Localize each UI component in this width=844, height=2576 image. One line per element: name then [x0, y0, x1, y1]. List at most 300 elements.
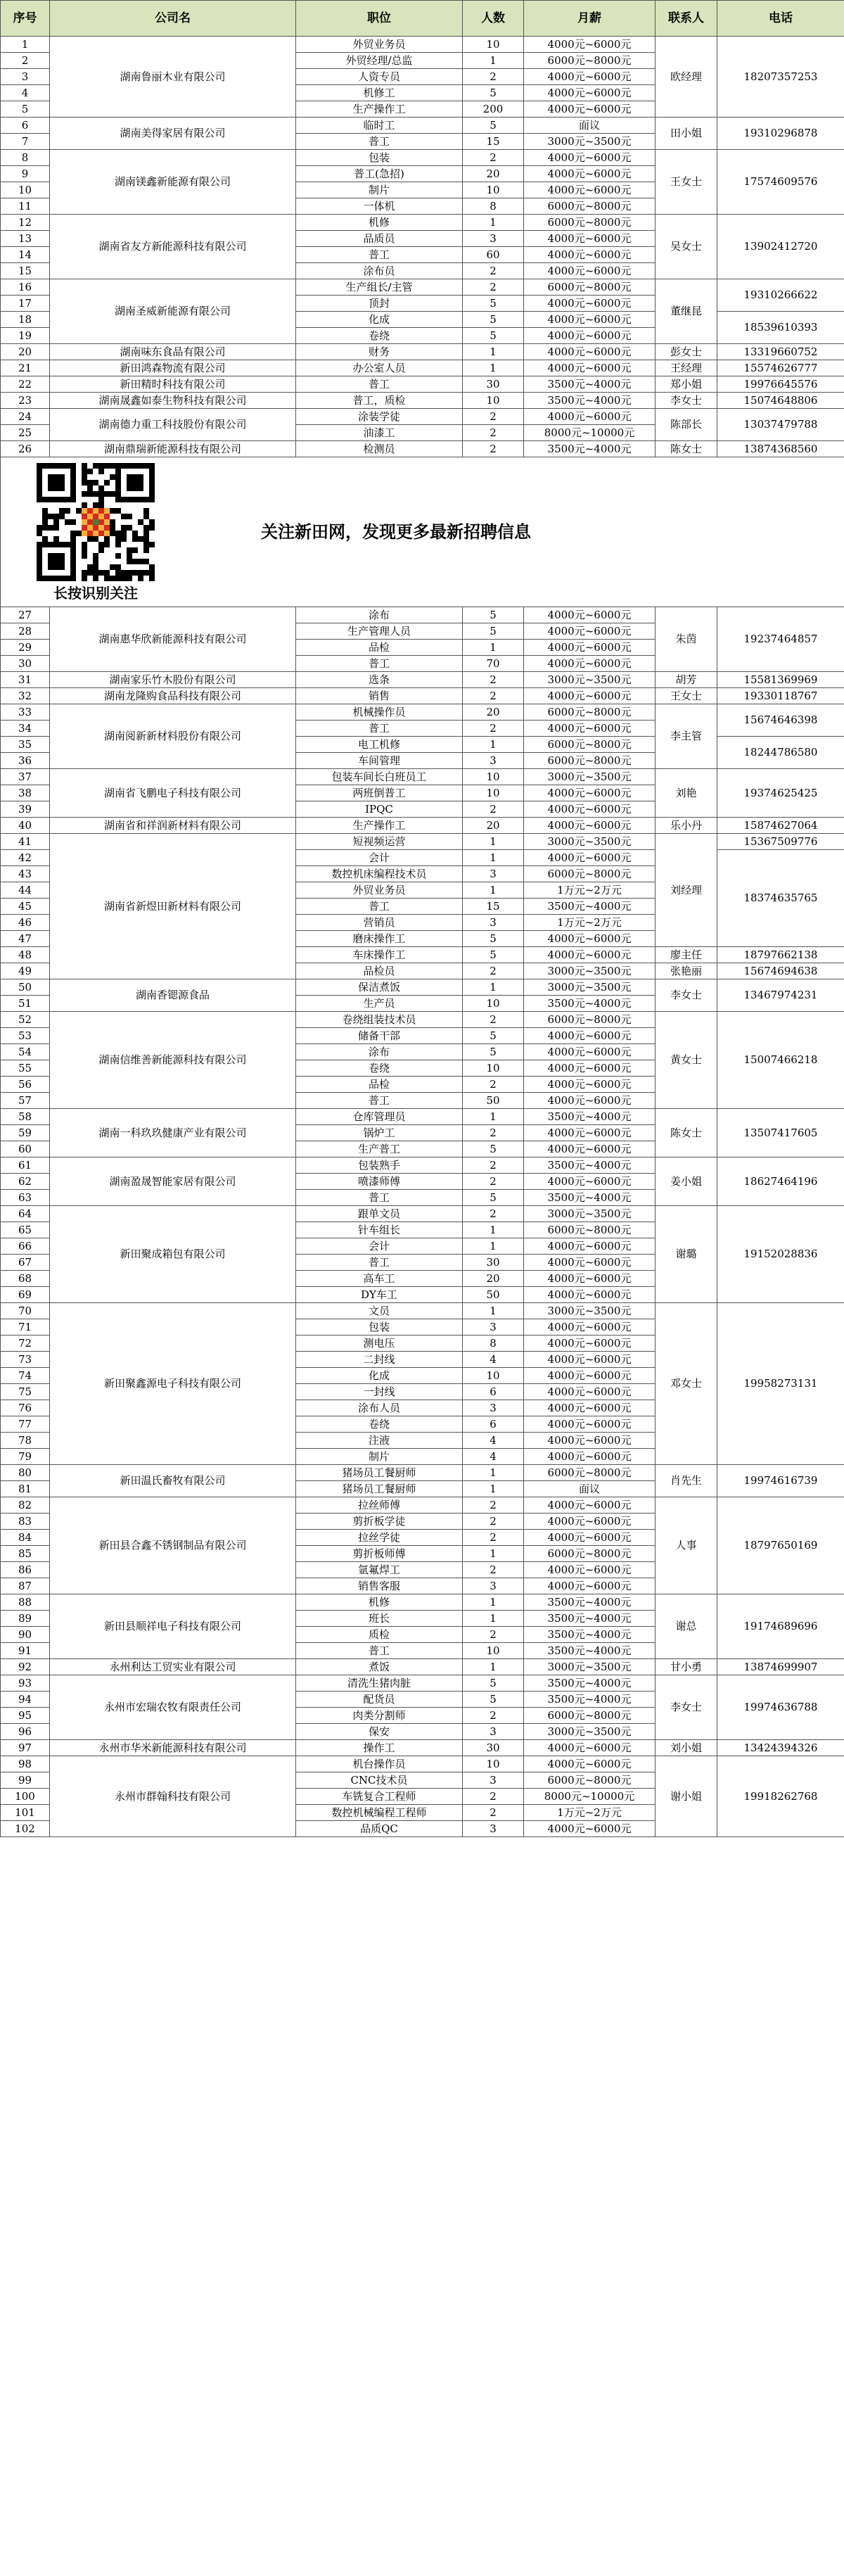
table-row [1, 979, 844, 996]
headcount: 2 [463, 409, 524, 425]
row-number: 23 [1, 393, 50, 409]
phone-number[interactable]: 19237464857 [717, 607, 844, 672]
headcount: 1 [463, 979, 524, 996]
contact-name: 陈女士 [656, 1109, 717, 1157]
headcount: 5 [463, 1044, 524, 1060]
qr-caption: 长按识别关注 [53, 585, 138, 602]
phone-number[interactable]: 19974636788 [717, 1675, 844, 1740]
headcount: 10 [463, 996, 524, 1012]
table-row [1, 1659, 844, 1675]
salary: 4000元~6000元 [524, 1416, 656, 1433]
row-number: 96 [1, 1724, 50, 1740]
position: 会计 [296, 1238, 463, 1255]
phone-number[interactable]: 15674646398 [717, 704, 844, 737]
headcount: 60 [463, 247, 524, 263]
contact-name: 姜小姐 [656, 1157, 717, 1206]
phone-number[interactable]: 13319660752 [717, 344, 844, 360]
company-name: 新田精时科技有限公司 [50, 376, 296, 393]
salary: 4000元~6000元 [524, 101, 656, 118]
row-number: 50 [1, 979, 50, 996]
salary: 4000元~6000元 [524, 1060, 656, 1077]
position: 检测员 [296, 441, 463, 457]
contact-name: 吴女士 [656, 215, 717, 279]
position: 仓库管理员 [296, 1109, 463, 1125]
table-row [1, 118, 844, 134]
row-number: 55 [1, 1060, 50, 1077]
headcount: 3 [463, 1724, 524, 1740]
phone-number[interactable]: 15581369969 [717, 672, 844, 688]
row-number: 80 [1, 1465, 50, 1481]
position: 化成 [296, 312, 463, 328]
salary: 4000元~6000元 [524, 1335, 656, 1352]
position: 销售 [296, 688, 463, 704]
headcount: 1 [463, 1611, 524, 1627]
salary: 4000元~6000元 [524, 721, 656, 737]
row-number: 31 [1, 672, 50, 688]
contact-name: 刘小姐 [656, 1740, 717, 1756]
position: 质检 [296, 1627, 463, 1643]
headcount: 10 [463, 393, 524, 409]
company-name: 湖南龙隆购食品科技有限公司 [50, 688, 296, 704]
phone-number[interactable]: 18539610393 [717, 312, 844, 344]
row-number: 48 [1, 947, 50, 963]
table-row [1, 393, 844, 409]
salary: 4000元~6000元 [524, 1174, 656, 1190]
row-number: 5 [1, 101, 50, 118]
company-name: 湖南圣威新能源有限公司 [50, 279, 296, 344]
row-number: 90 [1, 1627, 50, 1643]
row-number: 85 [1, 1546, 50, 1562]
company-name: 永州利达工贸实业有限公司 [50, 1659, 296, 1675]
position: CNC技术员 [296, 1772, 463, 1789]
headcount: 30 [463, 376, 524, 393]
table-row [1, 150, 844, 166]
position: 卷绕组装技术员 [296, 1012, 463, 1028]
position: 普工 [296, 899, 463, 915]
phone-number[interactable]: 19374625425 [717, 769, 844, 818]
header-count: 人数 [463, 1, 524, 37]
salary: 4000元~6000元 [524, 931, 656, 947]
row-number: 9 [1, 166, 50, 182]
headcount: 2 [463, 1562, 524, 1578]
phone-number[interactable]: 13874699907 [717, 1659, 844, 1675]
headcount: 10 [463, 785, 524, 801]
company-name: 新田聚成箱包有限公司 [50, 1206, 296, 1303]
table-row [1, 1157, 844, 1174]
salary: 3000元~3500元 [524, 979, 656, 996]
company-name: 湖南镁鑫新能源有限公司 [50, 150, 296, 215]
headcount: 2 [463, 1627, 524, 1643]
phone-number[interactable]: 19330118767 [717, 688, 844, 704]
headcount: 5 [463, 85, 524, 101]
headcount: 3 [463, 231, 524, 247]
company-name: 湖南省和祥润新材料有限公司 [50, 818, 296, 834]
phone-number[interactable]: 13037479788 [717, 409, 844, 441]
headcount: 10 [463, 1060, 524, 1077]
position: 普工 [296, 376, 463, 393]
headcount: 2 [463, 801, 524, 818]
position: 喷漆师傅 [296, 1174, 463, 1190]
headcount: 2 [463, 1497, 524, 1514]
row-number: 36 [1, 753, 50, 769]
position: 品检员 [296, 963, 463, 979]
contact-name: 刘艳 [656, 769, 717, 818]
phone-number[interactable]: 19174689696 [717, 1594, 844, 1659]
promo-text: 关注新田网，发现更多最新招聘信息 [261, 521, 531, 542]
salary: 6000元~8000元 [524, 279, 656, 296]
headcount: 10 [463, 769, 524, 785]
position: 生产员 [296, 996, 463, 1012]
position: 拉丝师傅 [296, 1497, 463, 1514]
table-row [1, 1594, 844, 1611]
phone-number[interactable]: 15874627064 [717, 818, 844, 834]
position: 机修 [296, 1594, 463, 1611]
row-number: 3 [1, 69, 50, 85]
phone-number[interactable]: 18374635765 [717, 850, 844, 947]
table-row [1, 360, 844, 376]
salary: 3500元~4000元 [524, 376, 656, 393]
phone-number[interactable]: 18797650169 [717, 1497, 844, 1594]
company-name: 湖南鼎瑞新能源科技有限公司 [50, 441, 296, 457]
phone-number[interactable]: 18207357253 [717, 37, 844, 118]
salary: 4000元~6000元 [524, 1497, 656, 1514]
row-number: 70 [1, 1303, 50, 1319]
row-number: 43 [1, 866, 50, 882]
headcount: 20 [463, 704, 524, 721]
phone-number[interactable]: 13424394326 [717, 1740, 844, 1756]
position: 两班倒普工 [296, 785, 463, 801]
table-row [1, 834, 844, 850]
header-phone: 电话 [717, 1, 844, 37]
table-row [1, 409, 844, 425]
position: 锅炉工 [296, 1125, 463, 1141]
phone-number[interactable]: 17574609576 [717, 150, 844, 215]
row-number: 58 [1, 1109, 50, 1125]
row-number: 100 [1, 1789, 50, 1805]
salary: 4000元~6000元 [524, 1028, 656, 1044]
position: 普工 [296, 1190, 463, 1206]
headcount: 10 [463, 1643, 524, 1659]
position: 煮饭 [296, 1659, 463, 1675]
table-row [1, 1740, 844, 1756]
salary: 4000元~6000元 [524, 1562, 656, 1578]
headcount: 5 [463, 1692, 524, 1708]
company-name: 湖南信维善新能源科技有限公司 [50, 1012, 296, 1109]
table-row [1, 344, 844, 360]
headcount: 2 [463, 150, 524, 166]
position: 短视频运营 [296, 834, 463, 850]
contact-name: 肖先生 [656, 1465, 717, 1497]
salary: 3000元~3500元 [524, 1206, 656, 1222]
table-row [1, 1675, 844, 1692]
position: 二封线 [296, 1352, 463, 1368]
salary: 4000元~6000元 [524, 312, 656, 328]
row-number: 99 [1, 1772, 50, 1789]
phone-number[interactable]: 15574626777 [717, 360, 844, 376]
company-name: 永州市华米新能源科技有限公司 [50, 1740, 296, 1756]
phone-number[interactable]: 19918262768 [717, 1756, 844, 1837]
salary: 4000元~6000元 [524, 247, 656, 263]
table-row [1, 376, 844, 393]
contact-name: 李主管 [656, 704, 717, 769]
row-number: 20 [1, 344, 50, 360]
row-number: 88 [1, 1594, 50, 1611]
contact-name: 欧经理 [656, 37, 717, 118]
contact-name: 董继昆 [656, 279, 717, 344]
position: 涂装学徒 [296, 409, 463, 425]
headcount: 5 [463, 931, 524, 947]
row-number: 45 [1, 899, 50, 915]
position: 品检 [296, 640, 463, 656]
salary: 4000元~6000元 [524, 263, 656, 279]
phone-number[interactable]: 13467974231 [717, 979, 844, 1012]
headcount: 2 [463, 1157, 524, 1174]
row-number: 41 [1, 834, 50, 850]
headcount: 3 [463, 1772, 524, 1789]
row-number: 52 [1, 1012, 50, 1028]
headcount: 20 [463, 818, 524, 834]
row-number: 60 [1, 1141, 50, 1157]
salary: 1万元~2万元 [524, 915, 656, 931]
phone-number[interactable]: 19152028836 [717, 1206, 844, 1303]
phone-number[interactable]: 15074648806 [717, 393, 844, 409]
position: 保安 [296, 1724, 463, 1740]
row-number: 91 [1, 1643, 50, 1659]
row-number: 49 [1, 963, 50, 979]
row-number: 94 [1, 1692, 50, 1708]
row-number: 21 [1, 360, 50, 376]
position: 涂布 [296, 1044, 463, 1060]
row-number: 67 [1, 1255, 50, 1271]
salary: 4000元~6000元 [524, 1319, 656, 1335]
phone-number[interactable]: 13874368560 [717, 441, 844, 457]
headcount: 1 [463, 344, 524, 360]
headcount: 200 [463, 101, 524, 118]
headcount: 10 [463, 37, 524, 53]
row-number: 4 [1, 85, 50, 101]
table-row [1, 818, 844, 834]
position: 配货员 [296, 1692, 463, 1708]
salary: 6000元~8000元 [524, 704, 656, 721]
headcount: 20 [463, 166, 524, 182]
table-row [1, 1497, 844, 1514]
salary: 4000元~6000元 [524, 850, 656, 866]
position: 生产管理人员 [296, 623, 463, 640]
headcount: 1 [463, 53, 524, 69]
headcount: 1 [463, 1238, 524, 1255]
headcount: 2 [463, 1805, 524, 1821]
company-name: 湖南鲁丽木业有限公司 [50, 37, 296, 118]
headcount: 6 [463, 1384, 524, 1400]
position: 普工 [296, 1255, 463, 1271]
salary: 4000元~6000元 [524, 409, 656, 425]
company-name: 新田鸿森物流有限公司 [50, 360, 296, 376]
row-number: 57 [1, 1093, 50, 1109]
company-name: 湖南美得家居有限公司 [50, 118, 296, 150]
company-name: 湖南德力重工科技股份有限公司 [50, 409, 296, 441]
headcount: 5 [463, 607, 524, 623]
row-number: 19 [1, 328, 50, 344]
salary: 3000元~3500元 [524, 1659, 656, 1675]
phone-number[interactable]: 15007466218 [717, 1012, 844, 1109]
headcount: 2 [463, 1530, 524, 1546]
salary: 8000元~10000元 [524, 1789, 656, 1805]
row-number: 68 [1, 1271, 50, 1287]
row-number: 30 [1, 656, 50, 672]
salary: 3500元~4000元 [524, 1692, 656, 1708]
headcount: 1 [463, 1222, 524, 1238]
salary: 8000元~10000元 [524, 425, 656, 441]
salary: 4000元~6000元 [524, 818, 656, 834]
position: 机修工 [296, 85, 463, 101]
position: 普工 [296, 656, 463, 672]
salary: 4000元~6000元 [524, 69, 656, 85]
headcount: 4 [463, 1433, 524, 1449]
position: 保洁煮饭 [296, 979, 463, 996]
row-number: 14 [1, 247, 50, 263]
row-number: 59 [1, 1125, 50, 1141]
salary: 3500元~4000元 [524, 1190, 656, 1206]
company-name: 湖南省友方新能源科技有限公司 [50, 215, 296, 279]
position: 化成 [296, 1368, 463, 1384]
row-number: 102 [1, 1821, 50, 1837]
headcount: 15 [463, 134, 524, 150]
table-row [1, 1465, 844, 1481]
salary: 4000元~6000元 [524, 296, 656, 312]
row-number: 74 [1, 1368, 50, 1384]
headcount: 3 [463, 915, 524, 931]
phone-number[interactable]: 19310266622 [717, 279, 844, 312]
salary: 4000元~6000元 [524, 1271, 656, 1287]
phone-number[interactable]: 13507417605 [717, 1109, 844, 1157]
headcount: 3 [463, 753, 524, 769]
position: 生产普工 [296, 1141, 463, 1157]
salary: 4000元~6000元 [524, 1368, 656, 1384]
headcount: 6 [463, 1416, 524, 1433]
phone-number[interactable]: 19310296878 [717, 118, 844, 150]
header-salary: 月薪 [524, 1, 656, 37]
row-number: 76 [1, 1400, 50, 1416]
contact-name: 王女士 [656, 150, 717, 215]
row-number: 32 [1, 688, 50, 704]
table-row [1, 688, 844, 704]
phone-number[interactable]: 18244786580 [717, 737, 844, 769]
header-company: 公司名 [50, 1, 296, 37]
headcount: 2 [463, 672, 524, 688]
salary: 3000元~3500元 [524, 963, 656, 979]
row-number: 98 [1, 1756, 50, 1772]
phone-number[interactable]: 18797662138 [717, 947, 844, 963]
position: 普工 [296, 247, 463, 263]
headcount: 2 [463, 1206, 524, 1222]
row-number: 16 [1, 279, 50, 296]
salary: 4000元~6000元 [524, 1077, 656, 1093]
position: 销售客服 [296, 1578, 463, 1594]
row-number: 66 [1, 1238, 50, 1255]
salary: 6000元~8000元 [524, 1465, 656, 1481]
position: 车铣复合工程师 [296, 1789, 463, 1805]
company-name: 新田县顺祥电子科技有限公司 [50, 1594, 296, 1659]
phone-number[interactable]: 15674694638 [717, 963, 844, 979]
salary: 面议 [524, 1481, 656, 1497]
phone-number[interactable]: 19958273131 [717, 1303, 844, 1465]
position: 包装熟手 [296, 1157, 463, 1174]
position: 高车工 [296, 1271, 463, 1287]
position: 制片 [296, 1449, 463, 1465]
company-name: 湖南味东食品有限公司 [50, 344, 296, 360]
row-number: 11 [1, 198, 50, 215]
headcount: 3 [463, 1578, 524, 1594]
table-row [1, 215, 844, 231]
position: 机械操作员 [296, 704, 463, 721]
headcount: 2 [463, 963, 524, 979]
position: 机台操作员 [296, 1756, 463, 1772]
position: 选条 [296, 672, 463, 688]
headcount: 15 [463, 899, 524, 915]
phone-number[interactable]: 15367509776 [717, 834, 844, 850]
contact-name: 李女士 [656, 979, 717, 1012]
table-header [1, 1, 844, 37]
salary: 3500元~4000元 [524, 1675, 656, 1692]
salary: 6000元~8000元 [524, 53, 656, 69]
salary: 4000元~6000元 [524, 1255, 656, 1271]
salary: 4000元~6000元 [524, 1125, 656, 1141]
headcount: 3 [463, 866, 524, 882]
position: 一体机 [296, 198, 463, 215]
salary: 3500元~4000元 [524, 1594, 656, 1611]
salary: 4000元~6000元 [524, 656, 656, 672]
company-name: 永州市群翰科技有限公司 [50, 1756, 296, 1837]
phone-number[interactable]: 18627464196 [717, 1157, 844, 1206]
headcount: 2 [463, 1125, 524, 1141]
headcount: 1 [463, 360, 524, 376]
phone-number[interactable]: 13902412720 [717, 215, 844, 279]
salary: 4000元~6000元 [524, 150, 656, 166]
position: 普工(急招) [296, 166, 463, 182]
table-row [1, 441, 844, 457]
qr-code-box[interactable] [1, 463, 191, 601]
position: 财务 [296, 344, 463, 360]
position: 普工，质检 [296, 393, 463, 409]
salary: 3000元~3500元 [524, 672, 656, 688]
salary: 4000元~6000元 [524, 1578, 656, 1594]
headcount: 3 [463, 1821, 524, 1837]
headcount: 5 [463, 1028, 524, 1044]
headcount: 5 [463, 947, 524, 963]
position: 普工 [296, 1093, 463, 1109]
row-number: 79 [1, 1449, 50, 1465]
position: 人资专员 [296, 69, 463, 85]
contact-name: 廖主任 [656, 947, 717, 963]
position: 卷绕 [296, 328, 463, 344]
salary: 4000元~6000元 [524, 85, 656, 101]
salary: 4000元~6000元 [524, 1756, 656, 1772]
position: 会计 [296, 850, 463, 866]
qr-code-icon[interactable] [37, 463, 155, 581]
position: 普工 [296, 134, 463, 150]
contact-name: 刘经理 [656, 834, 717, 947]
headcount: 2 [463, 688, 524, 704]
company-name: 湖南晟鑫如泰生物科技有限公司 [50, 393, 296, 409]
position: 包装车间长白班员工 [296, 769, 463, 785]
position: 机修 [296, 215, 463, 231]
salary: 4000元~6000元 [524, 1044, 656, 1060]
phone-number[interactable]: 19974616739 [717, 1465, 844, 1497]
phone-number[interactable]: 19976645576 [717, 376, 844, 393]
row-number: 69 [1, 1287, 50, 1303]
row-number: 38 [1, 785, 50, 801]
salary: 4000元~6000元 [524, 640, 656, 656]
